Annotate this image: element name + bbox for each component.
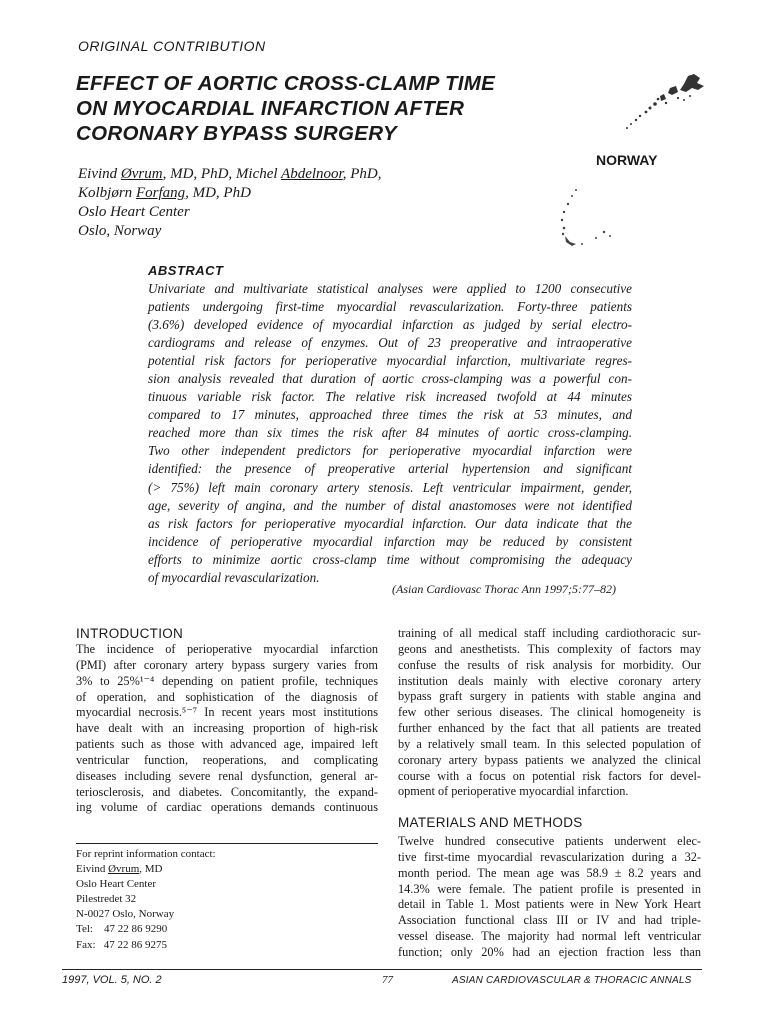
title-line-1: EFFECT OF AORTIC CROSS-CLAMP TIME	[76, 72, 496, 95]
title-line-3: CORONARY BYPASS SURGERY	[76, 122, 397, 145]
footer-divider	[62, 969, 702, 970]
footer-journal: ASIAN CARDIOVASCULAR & THORACIC ANNALS	[452, 975, 692, 986]
methods-heading: MATERIALS AND METHODS	[398, 815, 583, 830]
norway-map-icon	[600, 68, 710, 138]
introduction-column-2: training of all medical staff including cardiothoracic sur- geons and anesthetists. This complexity of factors may confuse the results of risk analysis for morbidity. Our institution deals mainly with elective coronary artery bypass graft surgery in patients with stable angina and few other serious diseases. The clinical homogeneity is further enhanced by the fact that all patients are treated by a relatively small team. In this selected population of coronary artery bypass patients we analyzed the clinical course with a focus on potential risk factors for devel- opment of perioperative myocardial infarction.	[398, 626, 701, 799]
section-label: ORIGINAL CONTRIBUTION	[78, 38, 266, 54]
reprint-contact: For reprint information contact: Eivind Øvrum, MD Oslo Heart Center Pilestredet 32 N-0027 Oslo, Norway Tel: 47 22 86 9290 Fax: 47 22 86 9275	[76, 848, 216, 951]
author-line-2: Kolbjørn Forfang, MD, PhD	[78, 185, 251, 201]
author-block	[78, 165, 381, 241]
introduction-heading: INTRODUCTION	[76, 626, 184, 641]
contact-divider	[76, 843, 378, 844]
footer-issue: 1997, VOL. 5, NO. 2	[62, 974, 162, 986]
author-line-1: Eivind Øvrum, MD, PhD, Michel Abdelnoor, PhD,	[78, 166, 382, 182]
title-line-2: ON MYOCARDIAL INFARCTION AFTER	[76, 97, 465, 120]
introduction-column-1: The incidence of perioperative myocardial infarction (PMI) after coronary artery bypass surgery varies from 3% to 25%¹⁻⁴ depending on patient profile, techniques of operation, and sophistication of the diagnosis of myocardial necrosis.⁵⁻⁷ In recent years most institutions have dealt with an increasing proportion of high-risk patients such as those with advanced age, impaired left ventricular function, reoperations, and complicating diseases including severe renal dysfunction, general ar- teriosclerosis, and diabetes. Concomitantly, the expand- ing volume of cardiac operations demands continuous	[76, 642, 378, 815]
abstract-heading: ABSTRACT	[148, 263, 224, 278]
norway-map-south-icon	[548, 178, 628, 258]
methods-text: Twelve hundred consecutive patients underwent elec- tive first-time myocardial revascularization during a 32- month period. The mean age was 58.9 ± 8.2 years and 14.3% were female. The patient profile is presented in detail in Table 1. Most patients were in New York Heart Association functional class III or IV and had triple- vessel disease. The majority had normal left ventricular function; only 20% had an ejection fraction less than	[398, 834, 701, 959]
affiliation-line-1: Oslo Heart Center	[78, 204, 190, 220]
page-number: 77	[382, 974, 393, 986]
affiliation-line-2: Oslo, Norway	[78, 223, 162, 239]
citation: (Asian Cardiovasc Thorac Ann 1997;5:77–82)	[392, 582, 616, 596]
country-label: NORWAY	[596, 152, 658, 168]
article-title	[76, 71, 556, 146]
abstract-text: Univariate and multivariate statistical analyses were applied to 1200 consecutive patients undergoing first-time myocardial revascularization. Forty-three patients (3.6%) developed evidence of myocardial infarction as judged by serial electro- cardiograms and release of enzymes. Out of 23 preoperative and intraoperative potential risk factors for perioperative myocardial infarction, multivariate regres- sion analysis revealed that duration of aortic cross-clamping was a powerful con- tinuous variable risk factor. The relative risk increased twofold at 44 minutes compared to 17 minutes, approached three times the risk at 53 minutes, and reached more than six times the risk after 84 minutes of aortic cross-clamping. Two other independent predictors for perioperative myocardial infarction were identified: the presence of preoperative arterial hypertension and significant (> 75%) left main coronary artery stenosis. Left ventricular impairment, gender, age, severity of angina, and the number of distal anastomoses were not identified as risk factors for perioperative myocardial infarction. Our data indicate that the incidence of perioperative myocardial infarction may be reduced by consistent efforts to minimize aortic cross-clamp time without compromising the adequacy of myocardial revascularization.	[148, 281, 632, 585]
